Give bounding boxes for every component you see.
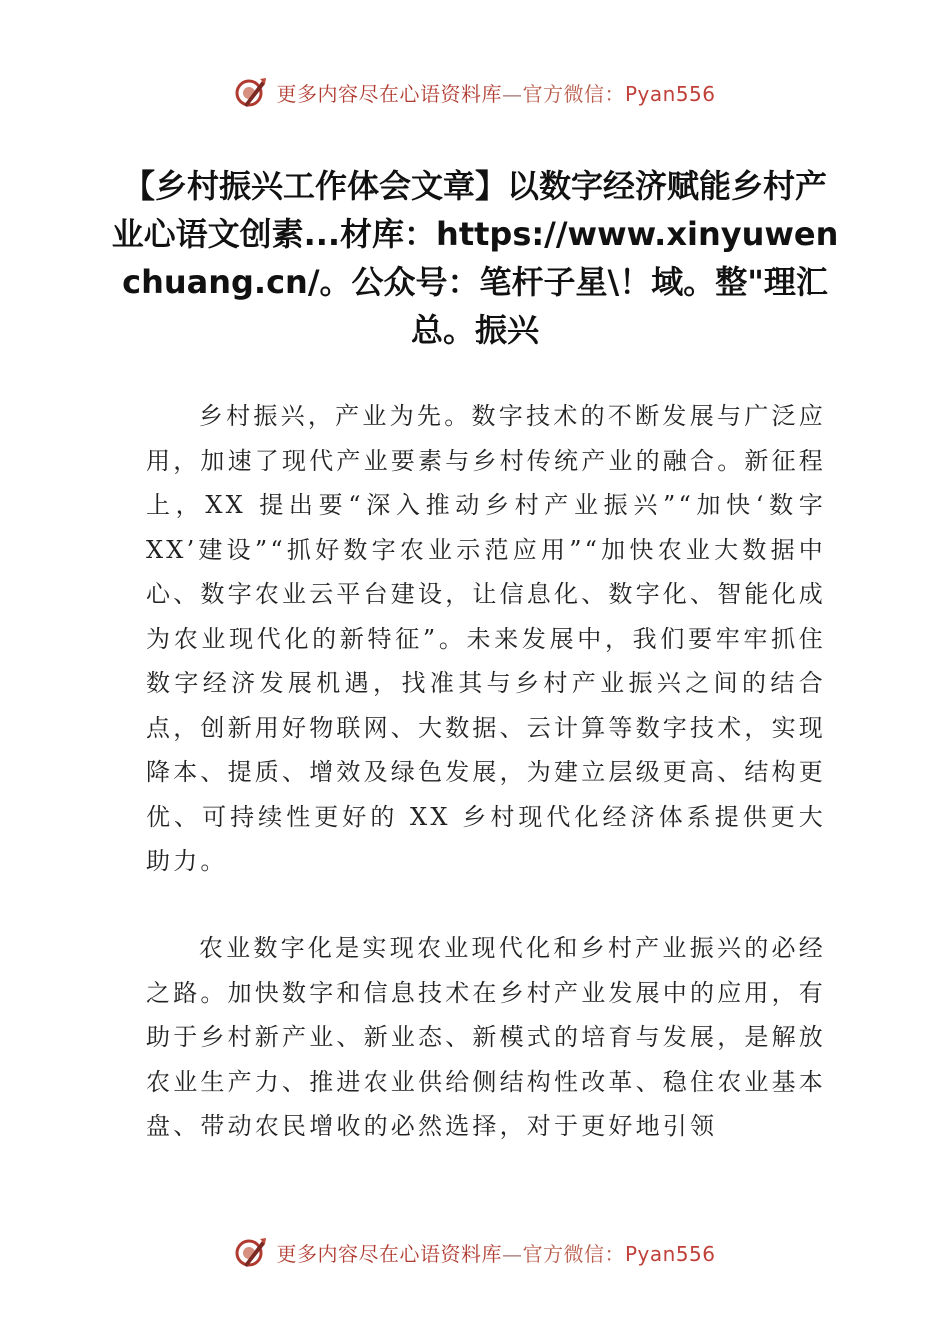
banner-label: 官方微信： — [522, 81, 625, 106]
banner-main: 更多内容尽在心语资料库 — [276, 1241, 502, 1266]
pen-logo-icon — [234, 75, 268, 109]
pen-logo-icon — [234, 1235, 268, 1269]
header-banner-text — [276, 78, 715, 107]
header-banner — [0, 72, 950, 112]
footer-banner-text — [276, 1238, 715, 1267]
footer-banner — [0, 1232, 950, 1272]
document-title: 【乡村振兴工作体会文章】以数字经济赋能乡村产业心语文创素...材库：https://www.xinyuwenchuang.cn/。公众号：笔杆子星\！域。整"理汇总。振兴 — [111, 167, 839, 349]
paragraph-2: 农业数字化是实现农业现代化和乡村产业振兴的必经之路。加快数字和信息技术在乡村产业发展中的应用，有助于乡村新产业、新业态、新模式的培育与发展，是解放农业生产力、推进农业供给侧结构性改革、稳住农业基本盘、带动农民增收的必然选择，对于更好地引领 — [146, 934, 826, 1140]
banner-wechat-id: Pyan556 — [624, 81, 716, 106]
banner-wechat-id: Pyan556 — [624, 1241, 716, 1266]
banner-main: 更多内容尽在心语资料库 — [276, 81, 502, 106]
paragraph-1: 乡村振兴，产业为先。数字技术的不断发展与广泛应用，加速了现代产业要素与乡村传统产业的融合。新征程上，XX 提出要“深入推动乡村产业振兴”“加快‘数字 XX’建设”“抓好数字农业示范应用”“加快农业大数据中心、数字农业云平台建设，让信息化、数字化、智能化成为农业现代化的新特征”。未来发展中，我们要牢牢抓住数字经济发展机遇，找准其与乡村产业振兴之间的结合点，创新用好物联网、大数据、云计算等数字技术，实现降本、提质、增效及绿色发展，为建立层级更高、结构更优、可持续性更好的 XX 乡村现代化经济体系提供更大助力。 — [146, 402, 826, 875]
banner-dash: — — [501, 81, 523, 106]
banner-label: 官方微信： — [522, 1241, 625, 1266]
banner-dash: — — [501, 1241, 523, 1266]
